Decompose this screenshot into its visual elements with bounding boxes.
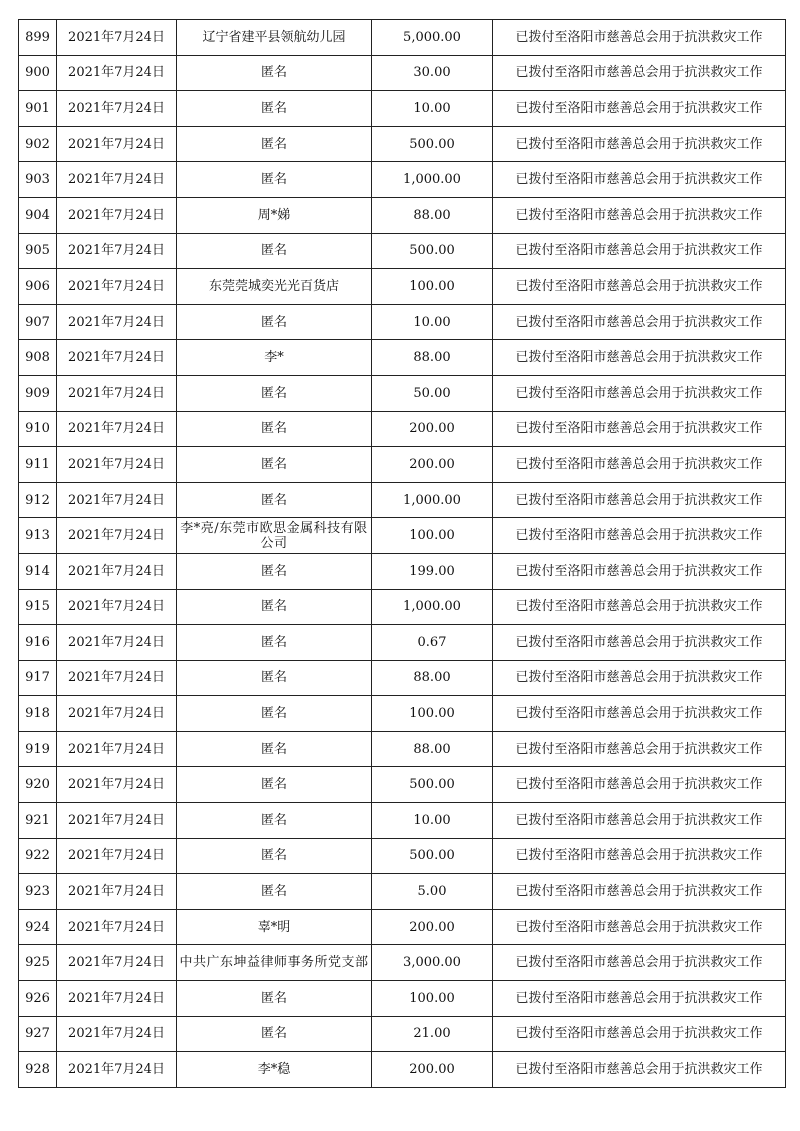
ledger-body — [19, 20, 786, 1088]
table-row — [19, 304, 786, 340]
donation-ledger-table — [18, 19, 786, 1088]
record-donor-cell: 周*娣 — [177, 197, 372, 233]
table-row — [19, 696, 786, 732]
record-amount-cell: 3,000.00 — [372, 945, 493, 981]
record-donor-cell: 辜*明 — [177, 909, 372, 945]
table-row — [19, 731, 786, 767]
record-amount-cell: 5.00 — [372, 874, 493, 910]
record-amount-cell: 500.00 — [372, 838, 493, 874]
record-donor-cell: 李*稳 — [177, 1052, 372, 1088]
record-donor-cell: 匿名 — [177, 162, 372, 198]
record-date-cell: 2021年7月24日 — [57, 447, 177, 483]
record-donor-cell: 匿名 — [177, 696, 372, 732]
record-note-cell: 已拨付至洛阳市慈善总会用于抗洪救灾工作 — [493, 981, 786, 1017]
record-note-cell: 已拨付至洛阳市慈善总会用于抗洪救灾工作 — [493, 340, 786, 376]
record-date-cell: 2021年7月24日 — [57, 838, 177, 874]
table-row — [19, 625, 786, 661]
table-row — [19, 803, 786, 839]
record-date-cell: 2021年7月24日 — [57, 518, 177, 554]
record-note-cell: 已拨付至洛阳市慈善总会用于抗洪救灾工作 — [493, 731, 786, 767]
table-row — [19, 874, 786, 910]
record-number-cell: 915 — [19, 589, 57, 625]
table-row — [19, 411, 786, 447]
record-date-cell: 2021年7月24日 — [57, 304, 177, 340]
record-donor-cell: 匿名 — [177, 233, 372, 269]
record-date-cell: 2021年7月24日 — [57, 340, 177, 376]
record-donor-cell: 匿名 — [177, 375, 372, 411]
table-row — [19, 20, 786, 56]
record-amount-cell: 10.00 — [372, 304, 493, 340]
record-number-cell: 906 — [19, 269, 57, 305]
record-number-cell: 901 — [19, 91, 57, 127]
record-note-cell: 已拨付至洛阳市慈善总会用于抗洪救灾工作 — [493, 233, 786, 269]
table-row — [19, 269, 786, 305]
record-number-cell: 924 — [19, 909, 57, 945]
record-note-cell: 已拨付至洛阳市慈善总会用于抗洪救灾工作 — [493, 197, 786, 233]
record-amount-cell: 500.00 — [372, 233, 493, 269]
record-number-cell: 925 — [19, 945, 57, 981]
record-date-cell: 2021年7月24日 — [57, 874, 177, 910]
table-row — [19, 482, 786, 518]
record-note-cell: 已拨付至洛阳市慈善总会用于抗洪救灾工作 — [493, 909, 786, 945]
table-row — [19, 945, 786, 981]
table-row — [19, 909, 786, 945]
table-row — [19, 1016, 786, 1052]
record-donor-cell: 匿名 — [177, 126, 372, 162]
record-amount-cell: 500.00 — [372, 767, 493, 803]
record-amount-cell: 10.00 — [372, 91, 493, 127]
record-note-cell: 已拨付至洛阳市慈善总会用于抗洪救灾工作 — [493, 874, 786, 910]
table-row — [19, 1052, 786, 1088]
record-amount-cell: 100.00 — [372, 269, 493, 305]
record-date-cell: 2021年7月24日 — [57, 589, 177, 625]
record-number-cell: 918 — [19, 696, 57, 732]
record-number-cell: 913 — [19, 518, 57, 554]
record-number-cell: 916 — [19, 625, 57, 661]
record-number-cell: 922 — [19, 838, 57, 874]
record-donor-cell: 匿名 — [177, 767, 372, 803]
record-number-cell: 911 — [19, 447, 57, 483]
table-row — [19, 767, 786, 803]
record-date-cell: 2021年7月24日 — [57, 625, 177, 661]
record-date-cell: 2021年7月24日 — [57, 1052, 177, 1088]
record-date-cell: 2021年7月24日 — [57, 20, 177, 56]
record-donor-cell: 中共广东坤益律师事务所党支部 — [177, 945, 372, 981]
record-note-cell: 已拨付至洛阳市慈善总会用于抗洪救灾工作 — [493, 375, 786, 411]
record-date-cell: 2021年7月24日 — [57, 981, 177, 1017]
record-donor-cell: 匿名 — [177, 304, 372, 340]
record-donor-cell: 匿名 — [177, 589, 372, 625]
record-amount-cell: 1,000.00 — [372, 482, 493, 518]
record-note-cell: 已拨付至洛阳市慈善总会用于抗洪救灾工作 — [493, 304, 786, 340]
record-date-cell: 2021年7月24日 — [57, 696, 177, 732]
record-number-cell: 899 — [19, 20, 57, 56]
table-row — [19, 838, 786, 874]
record-number-cell: 921 — [19, 803, 57, 839]
record-amount-cell: 1,000.00 — [372, 162, 493, 198]
record-number-cell: 927 — [19, 1016, 57, 1052]
record-date-cell: 2021年7月24日 — [57, 269, 177, 305]
record-donor-cell: 匿名 — [177, 981, 372, 1017]
record-date-cell: 2021年7月24日 — [57, 909, 177, 945]
record-note-cell: 已拨付至洛阳市慈善总会用于抗洪救灾工作 — [493, 660, 786, 696]
record-number-cell: 926 — [19, 981, 57, 1017]
record-donor-cell: 匿名 — [177, 91, 372, 127]
record-donor-cell: 匿名 — [177, 447, 372, 483]
record-donor-cell: 李*亮/东莞市欧思金属科技有限公司 — [177, 518, 372, 554]
record-note-cell: 已拨付至洛阳市慈善总会用于抗洪救灾工作 — [493, 696, 786, 732]
record-donor-cell: 匿名 — [177, 838, 372, 874]
record-donor-cell: 匿名 — [177, 803, 372, 839]
record-note-cell: 已拨付至洛阳市慈善总会用于抗洪救灾工作 — [493, 482, 786, 518]
record-amount-cell: 200.00 — [372, 1052, 493, 1088]
record-note-cell: 已拨付至洛阳市慈善总会用于抗洪救灾工作 — [493, 945, 786, 981]
table-row — [19, 981, 786, 1017]
record-donor-cell: 匿名 — [177, 625, 372, 661]
record-date-cell: 2021年7月24日 — [57, 803, 177, 839]
record-note-cell: 已拨付至洛阳市慈善总会用于抗洪救灾工作 — [493, 589, 786, 625]
record-amount-cell: 1,000.00 — [372, 589, 493, 625]
record-number-cell: 914 — [19, 553, 57, 589]
table-row — [19, 518, 786, 554]
record-date-cell: 2021年7月24日 — [57, 553, 177, 589]
record-date-cell: 2021年7月24日 — [57, 767, 177, 803]
table-row — [19, 589, 786, 625]
record-amount-cell: 88.00 — [372, 660, 493, 696]
table-row — [19, 233, 786, 269]
record-amount-cell: 200.00 — [372, 909, 493, 945]
record-donor-cell: 匿名 — [177, 553, 372, 589]
record-note-cell: 已拨付至洛阳市慈善总会用于抗洪救灾工作 — [493, 803, 786, 839]
record-note-cell: 已拨付至洛阳市慈善总会用于抗洪救灾工作 — [493, 1052, 786, 1088]
record-donor-cell: 匿名 — [177, 55, 372, 91]
table-row — [19, 197, 786, 233]
record-date-cell: 2021年7月24日 — [57, 55, 177, 91]
record-number-cell: 903 — [19, 162, 57, 198]
record-amount-cell: 100.00 — [372, 518, 493, 554]
record-donor-cell: 匿名 — [177, 660, 372, 696]
record-note-cell: 已拨付至洛阳市慈善总会用于抗洪救灾工作 — [493, 20, 786, 56]
record-amount-cell: 88.00 — [372, 197, 493, 233]
record-date-cell: 2021年7月24日 — [57, 731, 177, 767]
record-date-cell: 2021年7月24日 — [57, 197, 177, 233]
record-amount-cell: 100.00 — [372, 981, 493, 1017]
record-number-cell: 912 — [19, 482, 57, 518]
record-number-cell: 919 — [19, 731, 57, 767]
record-amount-cell: 200.00 — [372, 411, 493, 447]
record-note-cell: 已拨付至洛阳市慈善总会用于抗洪救灾工作 — [493, 55, 786, 91]
record-number-cell: 900 — [19, 55, 57, 91]
record-amount-cell: 21.00 — [372, 1016, 493, 1052]
record-note-cell: 已拨付至洛阳市慈善总会用于抗洪救灾工作 — [493, 269, 786, 305]
record-amount-cell: 0.67 — [372, 625, 493, 661]
record-date-cell: 2021年7月24日 — [57, 162, 177, 198]
record-number-cell: 909 — [19, 375, 57, 411]
table-row — [19, 162, 786, 198]
table-row — [19, 375, 786, 411]
record-date-cell: 2021年7月24日 — [57, 91, 177, 127]
record-donor-cell: 匿名 — [177, 482, 372, 518]
table-row — [19, 55, 786, 91]
record-note-cell: 已拨付至洛阳市慈善总会用于抗洪救灾工作 — [493, 411, 786, 447]
record-note-cell: 已拨付至洛阳市慈善总会用于抗洪救灾工作 — [493, 625, 786, 661]
record-number-cell: 928 — [19, 1052, 57, 1088]
record-note-cell: 已拨付至洛阳市慈善总会用于抗洪救灾工作 — [493, 91, 786, 127]
record-number-cell: 917 — [19, 660, 57, 696]
record-number-cell: 904 — [19, 197, 57, 233]
record-note-cell: 已拨付至洛阳市慈善总会用于抗洪救灾工作 — [493, 1016, 786, 1052]
record-amount-cell: 199.00 — [372, 553, 493, 589]
record-date-cell: 2021年7月24日 — [57, 126, 177, 162]
table-row — [19, 91, 786, 127]
record-amount-cell: 200.00 — [372, 447, 493, 483]
record-amount-cell: 88.00 — [372, 731, 493, 767]
record-date-cell: 2021年7月24日 — [57, 1016, 177, 1052]
record-amount-cell: 10.00 — [372, 803, 493, 839]
record-date-cell: 2021年7月24日 — [57, 375, 177, 411]
record-donor-cell: 辽宁省建平县领航幼儿园 — [177, 20, 372, 56]
record-note-cell: 已拨付至洛阳市慈善总会用于抗洪救灾工作 — [493, 518, 786, 554]
record-amount-cell: 500.00 — [372, 126, 493, 162]
record-number-cell: 920 — [19, 767, 57, 803]
record-date-cell: 2021年7月24日 — [57, 482, 177, 518]
record-donor-cell: 匿名 — [177, 874, 372, 910]
record-date-cell: 2021年7月24日 — [57, 233, 177, 269]
record-number-cell: 902 — [19, 126, 57, 162]
table-row — [19, 553, 786, 589]
record-number-cell: 910 — [19, 411, 57, 447]
record-donor-cell: 匿名 — [177, 1016, 372, 1052]
record-date-cell: 2021年7月24日 — [57, 945, 177, 981]
record-amount-cell: 30.00 — [372, 55, 493, 91]
record-donor-cell: 李* — [177, 340, 372, 376]
record-number-cell: 905 — [19, 233, 57, 269]
record-amount-cell: 100.00 — [372, 696, 493, 732]
table-row — [19, 447, 786, 483]
record-note-cell: 已拨付至洛阳市慈善总会用于抗洪救灾工作 — [493, 838, 786, 874]
record-donor-cell: 匿名 — [177, 411, 372, 447]
table-row — [19, 126, 786, 162]
record-amount-cell: 50.00 — [372, 375, 493, 411]
record-donor-cell: 东莞莞城奕光光百货店 — [177, 269, 372, 305]
record-amount-cell: 5,000.00 — [372, 20, 493, 56]
table-row — [19, 340, 786, 376]
record-date-cell: 2021年7月24日 — [57, 660, 177, 696]
record-donor-cell: 匿名 — [177, 731, 372, 767]
record-note-cell: 已拨付至洛阳市慈善总会用于抗洪救灾工作 — [493, 447, 786, 483]
record-number-cell: 907 — [19, 304, 57, 340]
record-note-cell: 已拨付至洛阳市慈善总会用于抗洪救灾工作 — [493, 162, 786, 198]
record-note-cell: 已拨付至洛阳市慈善总会用于抗洪救灾工作 — [493, 126, 786, 162]
record-date-cell: 2021年7月24日 — [57, 411, 177, 447]
record-number-cell: 923 — [19, 874, 57, 910]
record-amount-cell: 88.00 — [372, 340, 493, 376]
record-number-cell: 908 — [19, 340, 57, 376]
record-note-cell: 已拨付至洛阳市慈善总会用于抗洪救灾工作 — [493, 767, 786, 803]
record-note-cell: 已拨付至洛阳市慈善总会用于抗洪救灾工作 — [493, 553, 786, 589]
table-row — [19, 660, 786, 696]
